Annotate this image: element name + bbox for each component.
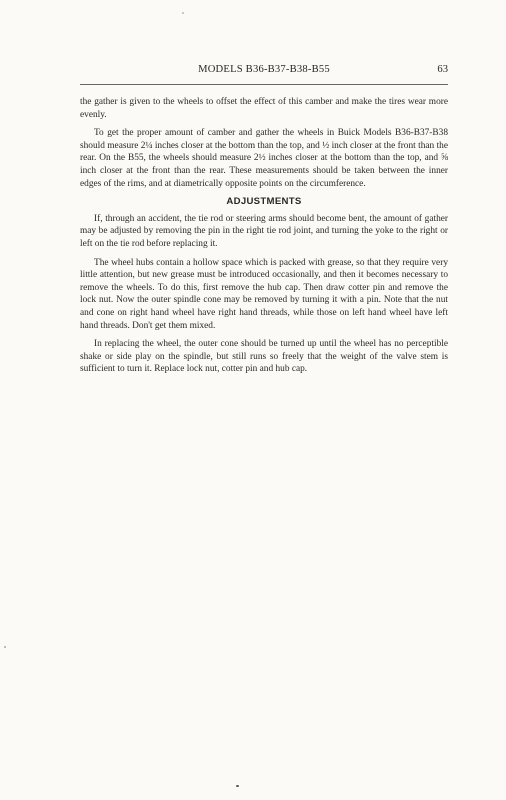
section-heading: ADJUSTMENTS	[226, 196, 302, 208]
paper-speck	[236, 785, 239, 787]
page-number: 63	[437, 64, 448, 75]
page-body	[80, 96, 448, 382]
header-title: MODELS B36-B37-B38-B55	[198, 64, 330, 75]
paragraph-continuation: the gather is given to the wheels to offset the effect of this camber and make the tires wear more evenly.	[80, 97, 448, 120]
running-header	[80, 64, 448, 80]
header-rule	[80, 84, 448, 85]
paragraph-tie-rod: If, through an accident, the tie rod or steering arms should become bent, the amount of gather may be adjusted by removing the pin in the right tie rod joint, and turning the yoke to the right or left on the tie rod before replacing it.	[80, 213, 448, 249]
paragraph-camber-gather: To get the proper amount of camber and gather the wheels in Buick Models B36-B37-B38 should measure 2¼ inches closer at the bottom than the top, and ½ inch closer at the front than the rear. On the B55, the wheels should measure 2½ inches closer at the bottom than the top, and ⅝ inch closer at the front than the rear. These measurements should be taken between the inner edges of the rims, and at diametrically opposite points on the circumference.	[80, 128, 448, 189]
paragraph-wheel-hubs: The wheel hubs contain a hollow space which is packed with grease, so that they require very little attention, but new grease must be introduced occasionally, and then it becomes necessary to remove the wheels. To do this, first remove the hub cap. Then draw cotter pin and remove the lock nut. Now the outer spindle cone may be removed by turning it with a pin. Note that the nut and cone on right hand wheel have right hand threads, while those on left hand wheel have left hand threads. Don't get them mixed.	[80, 257, 448, 331]
paper-speck	[4, 646, 6, 648]
paper-speck	[182, 12, 184, 14]
paragraph-replacing-wheel: In replacing the wheel, the outer cone should be turned up until the wheel has no perceptible shake or side play on the spindle, but still runs so freely that the weight of the valve stem is sufficient to turn it. Replace lock nut, cotter pin and hub cap.	[80, 339, 448, 375]
